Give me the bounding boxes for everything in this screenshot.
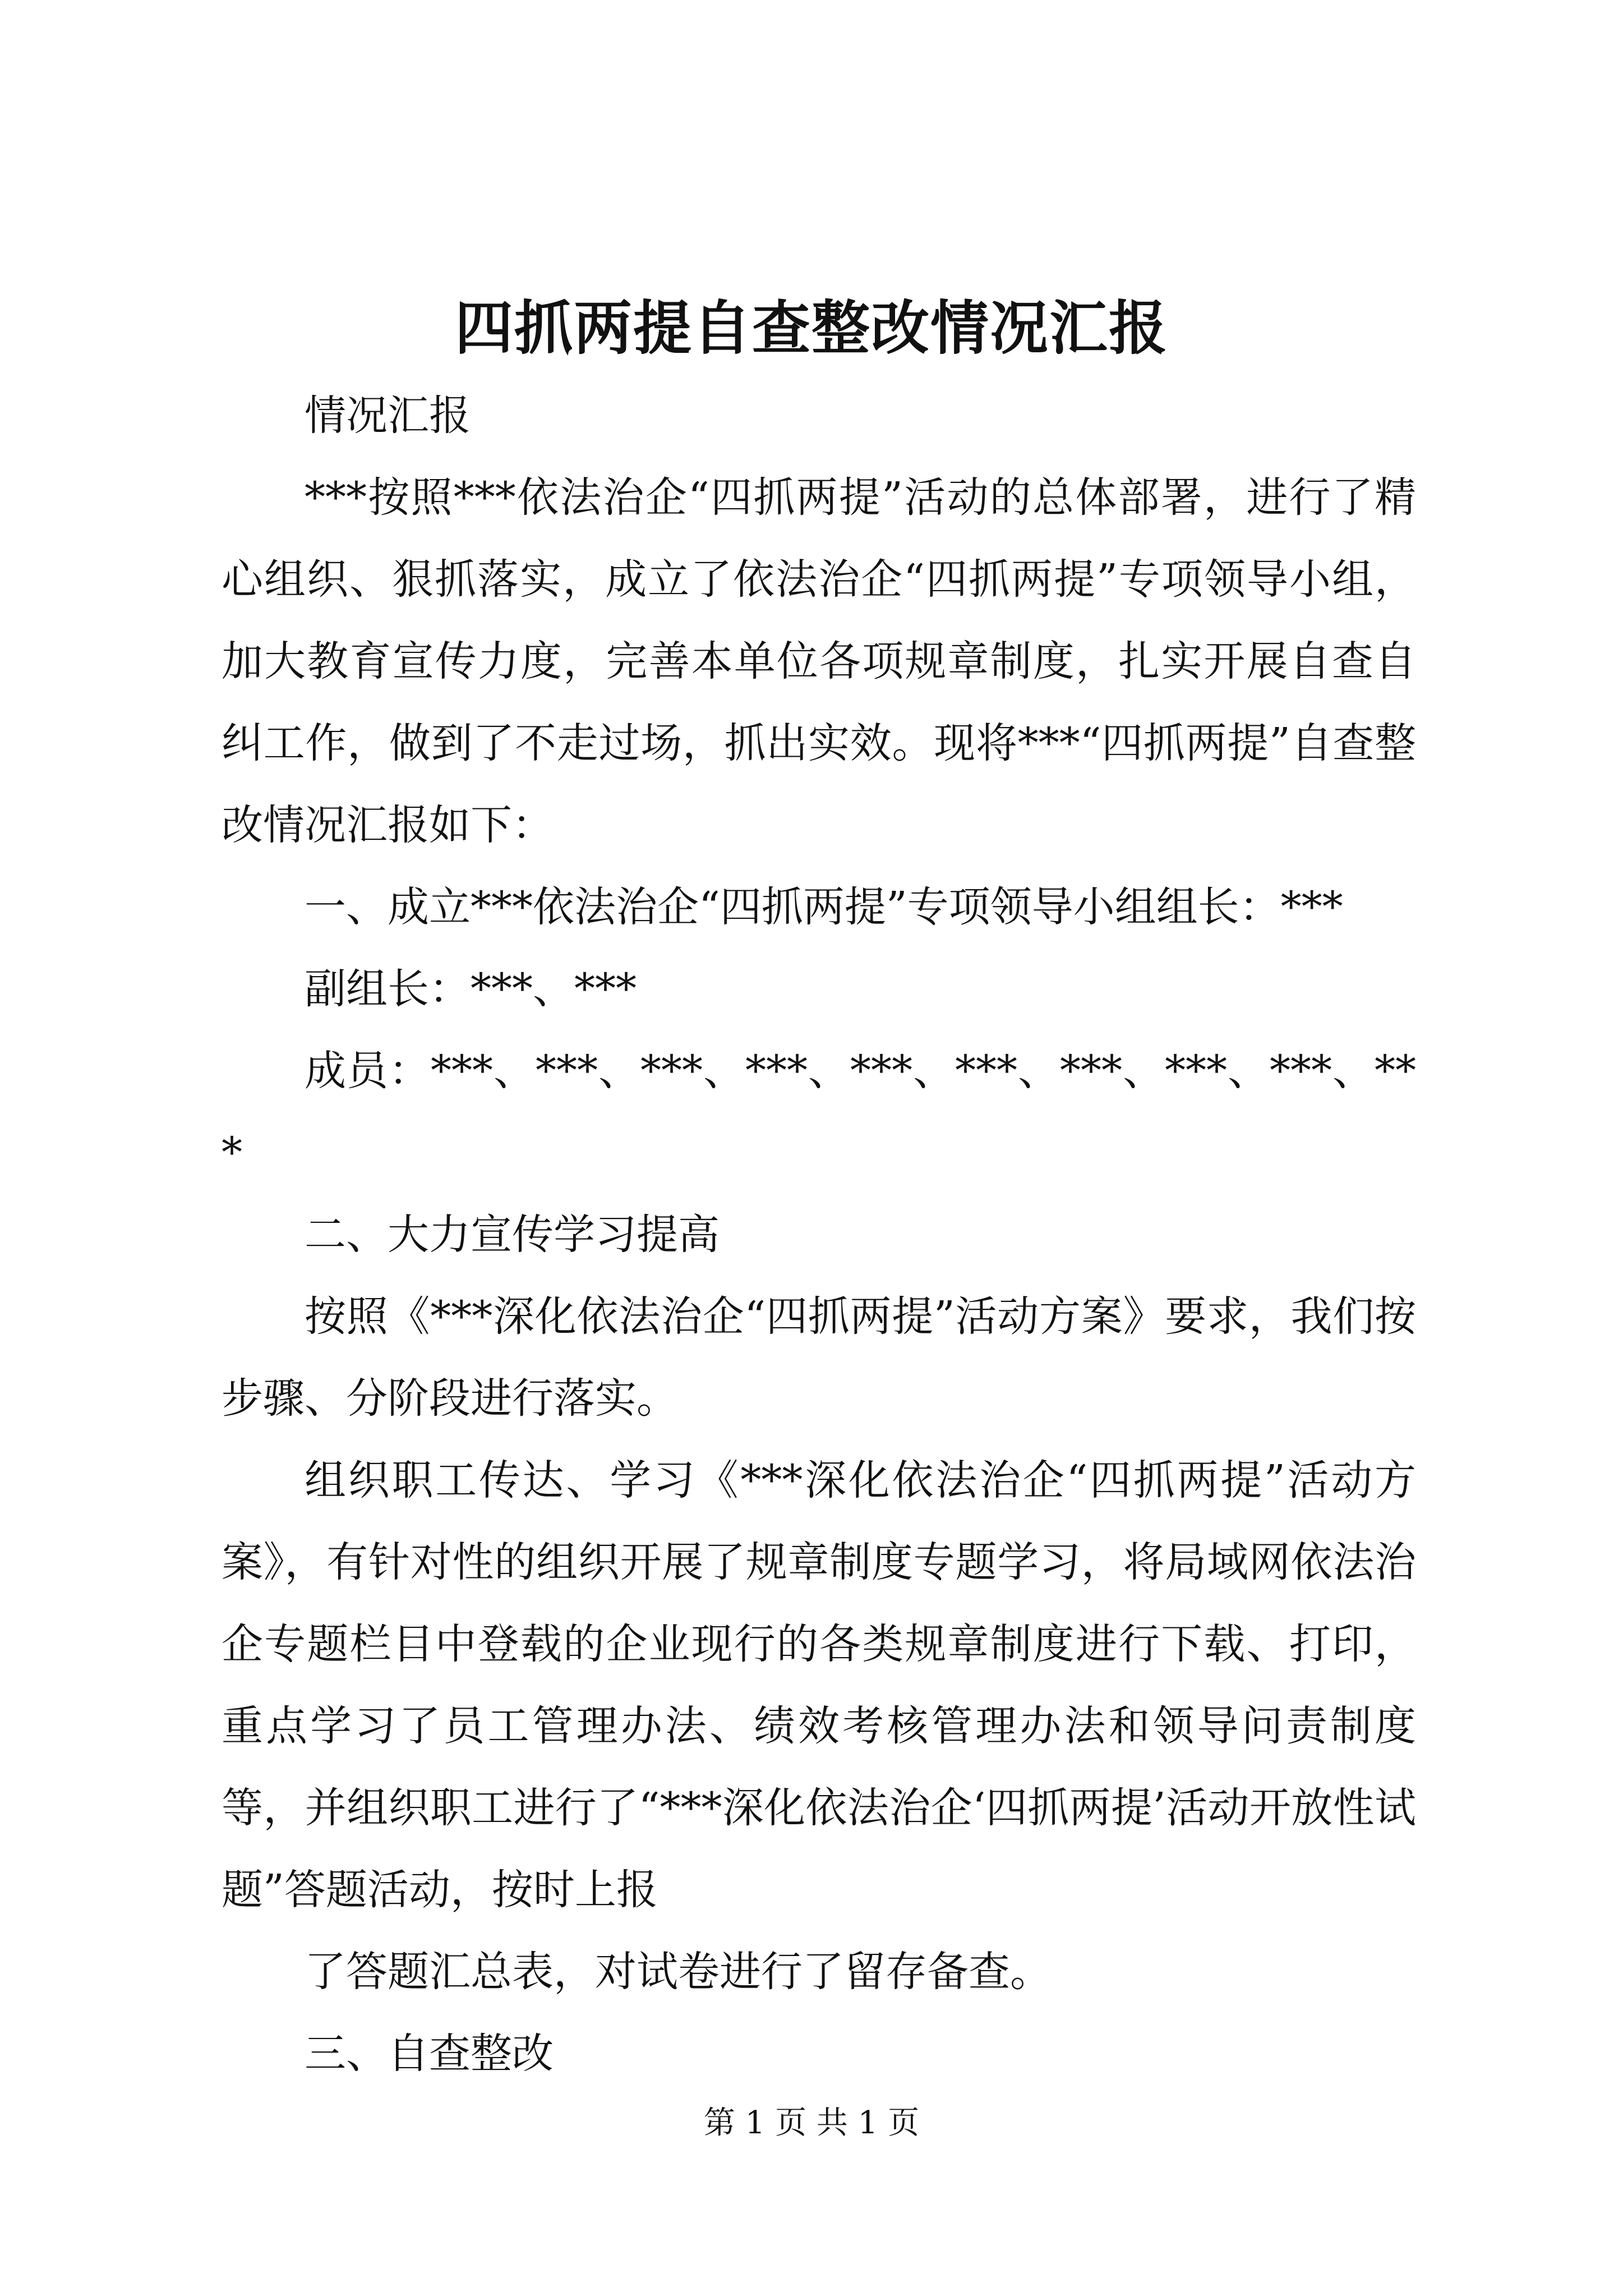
document-body: [222, 375, 1416, 2095]
paragraph: 副组长：***、***: [305, 965, 637, 1013]
paragraph: 成员：***、***、***、***、***、***、***、***、***、***: [222, 1047, 1416, 1177]
paragraph: 了答题汇总表，对试卷进行了留存备查。: [305, 1948, 1052, 1996]
document-title: 四抓两提自查整改情况汇报: [454, 293, 1168, 362]
paragraph: ***按照***依法治企“四抓两提”活动的总体部署，进行了精心组织、狠抓落实，成立了依法治企“四抓两提”专项领导小组，加大教育宣传力度，完善本单位各项规章制度，扎实开展自查自纠工作，做到了不走过场，抓出实效。现将***“四抓两提”自查整改情况汇报如下：: [222, 473, 1416, 849]
paragraph: 三、自查整改: [305, 2030, 554, 2078]
paragraph: 一、成立***依法治企“四抓两提”专项领导小组组长：***: [305, 883, 1343, 931]
paragraph: 组织职工传达、学习《***深化依法治企“四抓两提”活动方案》，有针对性的组织开展了规章制度专题学习，将局域网依法治企专题栏目中登载的企业现行的各类规章制度进行下载、打印，重点学习了员工管理办法、绩效考核管理办法和领导问责制度等，并组织职工进行了“***深化依法治企‘四抓两提’活动开放性试题”答题活动，按时上报: [222, 1456, 1416, 1914]
page-footer: 第 1 页 共 1 页: [703, 2105, 920, 2141]
paragraph: 情况汇报: [305, 392, 471, 440]
paragraph: 二、大力宣传学习提高: [305, 1211, 720, 1259]
paragraph: 按照《***深化依法治企“四抓两提”活动方案》要求，我们按步骤、分阶段进行落实。: [222, 1292, 1416, 1423]
